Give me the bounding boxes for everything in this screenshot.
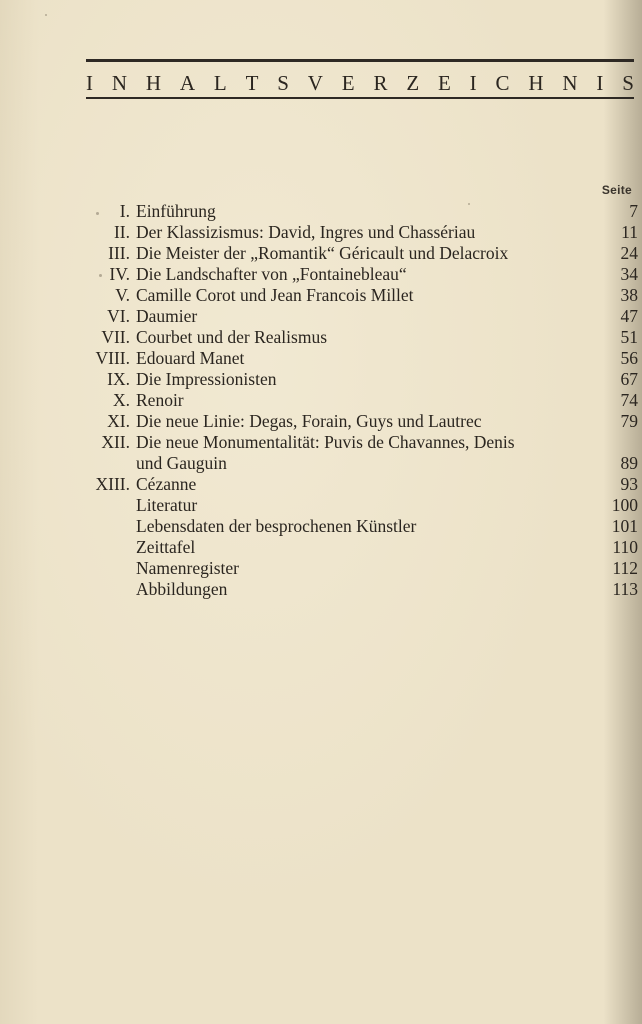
chapter-number: I. (119, 201, 130, 221)
heading-letter: E (437, 71, 451, 95)
page-number: 79 (620, 411, 638, 431)
chapter-number: VIII. (95, 348, 130, 368)
heading-letter: A (179, 71, 196, 95)
chapter-title: Die Landschafter von „Fontainebleau“ (136, 264, 407, 284)
chapter-title (136, 432, 606, 474)
chapter-title: Camille Corot und Jean Francois Millet (136, 285, 414, 305)
chapter-number: II. (113, 222, 130, 242)
heading-letter: C (495, 71, 510, 95)
chapter-number: XI. (107, 411, 130, 431)
toc-entry (0, 579, 642, 600)
chapter-title: Die Impressionisten (136, 369, 277, 389)
heading-letter: S (277, 71, 289, 95)
chapter-number: V. (115, 285, 130, 305)
toc-entry (0, 432, 642, 474)
page-number: 93 (620, 474, 638, 494)
heading-letter: T (245, 71, 259, 95)
toc-entry (0, 516, 642, 537)
chapter-number: X. (112, 390, 130, 410)
toc-entry (0, 474, 642, 495)
chapter-title: Edouard Manet (136, 348, 245, 368)
paper-speck (96, 212, 99, 215)
paper-speck (99, 274, 102, 277)
page-number: 38 (620, 285, 638, 305)
page-column-label: Seite (601, 183, 632, 197)
chapter-title: Der Klassizismus: David, Ingres und Chassériau (136, 222, 476, 242)
heading-letter: V (307, 71, 323, 95)
toc-entry (0, 348, 642, 369)
toc-entry (0, 264, 642, 285)
page-number: 100 (611, 495, 638, 515)
chapter-number: XII. (101, 432, 130, 452)
chapter-title: Daumier (136, 306, 198, 326)
toc-entry (0, 537, 642, 558)
chapter-title: Courbet und der Realismus (136, 327, 328, 347)
heading-letter: N (111, 71, 128, 95)
heading-letter: I (596, 71, 604, 95)
page-number: 51 (620, 327, 638, 347)
appendix-title: Lebensdaten der besprochenen Künstler (136, 516, 417, 536)
page-number: 47 (620, 306, 638, 326)
chapter-number: VI. (107, 306, 130, 326)
toc-entry (0, 327, 642, 348)
page-number: 67 (620, 369, 638, 389)
chapter-title: Renoir (136, 390, 184, 410)
heading-letter: H (528, 71, 544, 95)
heading-letter: I (86, 71, 93, 95)
page-number: 74 (620, 390, 638, 410)
page-number: 7 (629, 201, 638, 221)
page-number: 110 (612, 537, 638, 557)
page-number: 101 (611, 516, 638, 536)
chapter-number: VII. (101, 327, 130, 347)
heading-letter: Z (406, 71, 420, 95)
toc-entry (0, 243, 642, 264)
heading-letter: N (562, 71, 578, 95)
appendix-title: Abbildungen (136, 579, 228, 599)
appendix-title: Namenregister (136, 558, 240, 578)
chapter-number: XIII. (95, 474, 130, 494)
toc-entry (0, 285, 642, 306)
heading-rule-bottom (86, 97, 634, 99)
chapter-number: IV. (109, 264, 130, 284)
chapter-title: Cézanne (136, 474, 197, 494)
heading-letter: I (469, 71, 477, 95)
page-number: 56 (620, 348, 638, 368)
chapter-title: Die Meister der „Romantik“ Géricault und Delacroix (136, 243, 509, 263)
toc-entry (0, 558, 642, 579)
heading-letter: H (145, 71, 162, 95)
table-of-contents (0, 201, 642, 600)
chapter-title-line: und Gauguin (136, 453, 227, 473)
page-number: 89 (620, 453, 638, 473)
page-number: 11 (621, 222, 638, 242)
page-heading (86, 70, 634, 96)
page-number: 24 (620, 243, 638, 263)
page-number: 113 (612, 579, 638, 599)
heading-letter: R (373, 71, 388, 95)
page-number: 34 (620, 264, 638, 284)
toc-entry (0, 411, 642, 432)
chapter-title: Die neue Linie: Degas, Forain, Guys und Lautrec (136, 411, 482, 431)
chapter-number: IX. (107, 369, 130, 389)
paper-speck (468, 203, 470, 205)
toc-entry (0, 306, 642, 327)
toc-entry (0, 390, 642, 411)
toc-entry (0, 495, 642, 516)
paper-speck (45, 14, 47, 16)
toc-entry (0, 222, 642, 243)
heading-letter: S (622, 71, 634, 95)
chapter-title: Einführung (136, 201, 216, 221)
toc-entry (0, 369, 642, 390)
heading-rule-top (86, 59, 634, 62)
heading-letter: E (341, 71, 355, 95)
appendix-title: Zeittafel (136, 537, 196, 557)
heading-letter: L (213, 71, 227, 95)
chapter-title-line: Die neue Monumentalität: Puvis de Chavannes, Denis (136, 432, 515, 452)
appendix-title: Literatur (136, 495, 198, 515)
page-number: 112 (612, 558, 638, 578)
chapter-number: III. (108, 243, 130, 263)
